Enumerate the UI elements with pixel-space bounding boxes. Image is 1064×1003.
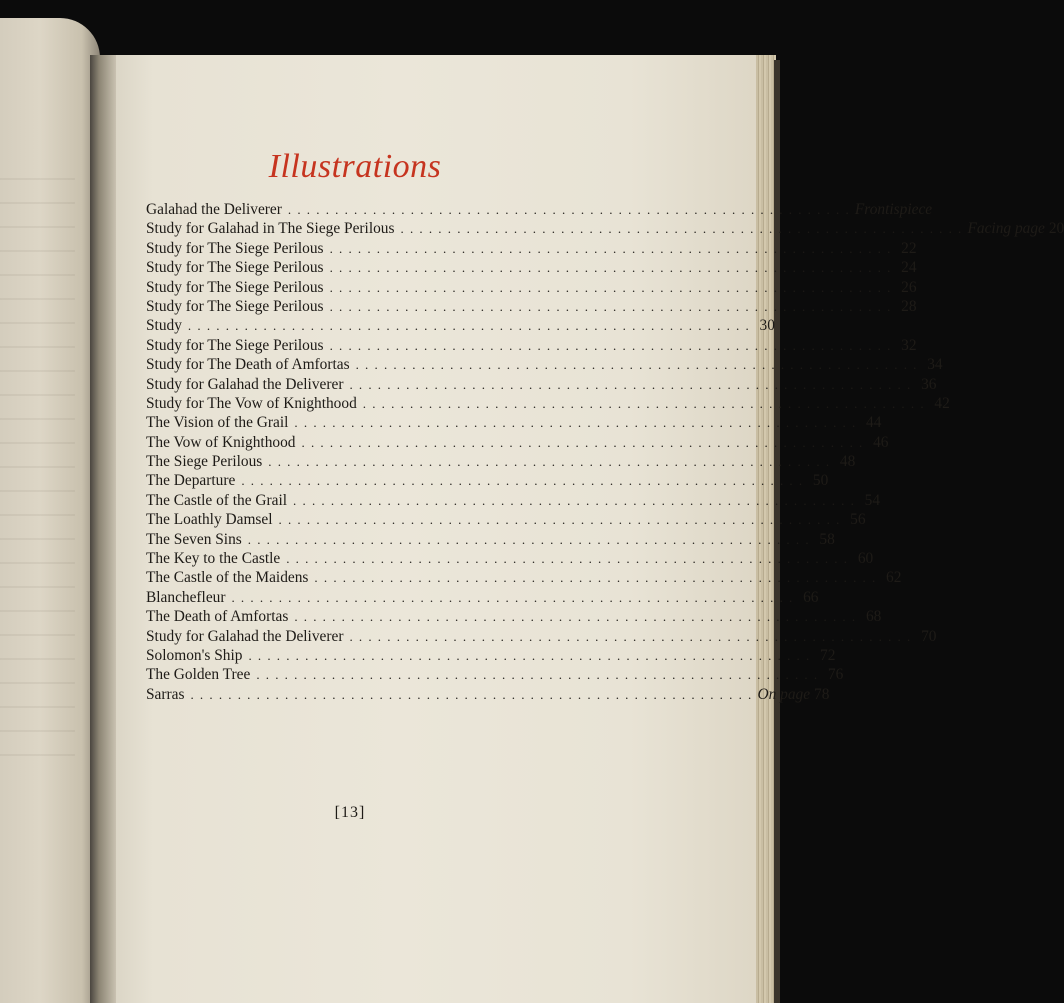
dot-leader: ............................................................	[187, 318, 755, 334]
entry-page	[869, 433, 889, 452]
page-title: Illustrations	[268, 148, 442, 185]
list-item	[146, 588, 819, 607]
page-number-value: 56	[850, 511, 866, 529]
dot-leader: ............................................................	[400, 221, 968, 237]
entry-page	[861, 607, 881, 626]
page-number-value: 22	[901, 239, 917, 257]
dot-leader: ............................................................	[314, 570, 882, 586]
list-item	[146, 355, 943, 374]
entry-title: The Siege Perilous	[146, 453, 263, 471]
entry-page	[755, 316, 775, 335]
page-number-value: 34	[927, 356, 943, 374]
entry-title: The Departure	[146, 472, 236, 490]
page-reference-prefix: On page	[757, 685, 811, 703]
page-number-value: Frontispiece	[854, 201, 933, 218]
list-item	[146, 607, 882, 626]
page-number-value: 60	[857, 550, 874, 568]
list-item	[146, 200, 933, 219]
entry-title: Study for Galahad the Deliverer	[146, 375, 344, 393]
page-number-value: 20	[1048, 220, 1064, 238]
entry-title: Study for The Siege Perilous	[146, 336, 324, 354]
page-number-value: 36	[921, 375, 937, 393]
entry-title: Study for The Vow of Knighthood	[146, 394, 357, 412]
page-number-value: 24	[901, 259, 917, 277]
entry-title: Study for The Siege Perilous	[146, 259, 324, 277]
dot-leader: ............................................................	[349, 628, 917, 644]
entry-page	[897, 297, 917, 316]
dot-leader: ............................................................	[329, 260, 897, 276]
page-number-value: 50	[812, 472, 829, 490]
dot-leader: ............................................................	[294, 415, 862, 431]
entry-page	[861, 413, 881, 432]
page-number-value: 42	[934, 394, 950, 412]
dot-leader: ............................................................	[268, 454, 836, 470]
page-number-value: 54	[864, 491, 881, 509]
list-item	[146, 471, 829, 490]
entry-title: The Vow of Knighthood	[146, 433, 296, 451]
page-number-value: 66	[803, 588, 819, 606]
entry-title: Study for The Siege Perilous	[146, 278, 324, 296]
page-number-value: 32	[901, 336, 917, 354]
list-item	[146, 510, 866, 529]
list-item	[146, 297, 917, 316]
page-number-value: 30	[759, 317, 775, 335]
dot-leader: ............................................................	[301, 434, 869, 450]
dot-leader: ............................................................	[349, 376, 917, 392]
entry-page	[968, 219, 1064, 238]
dot-leader: ............................................................	[241, 473, 809, 489]
list-item	[146, 530, 835, 549]
entry-page	[881, 568, 901, 587]
dot-leader: ............................................................	[355, 357, 923, 373]
entry-page	[815, 530, 835, 549]
list-item	[146, 375, 937, 394]
entry-page	[846, 510, 866, 529]
list-item	[146, 549, 874, 568]
page-number-value: 72	[820, 646, 836, 664]
list-item	[146, 685, 830, 704]
dot-leader: ............................................................	[278, 512, 846, 528]
entry-page	[923, 355, 943, 374]
dot-leader: ............................................................	[248, 647, 816, 663]
list-item	[146, 491, 881, 510]
list-item	[146, 568, 902, 587]
list-item	[146, 413, 882, 432]
entry-page	[916, 627, 936, 646]
dot-leader: ............................................................	[256, 667, 824, 683]
dot-leader: ............................................................	[294, 609, 862, 625]
entry-title: Study for The Siege Perilous	[146, 297, 324, 315]
page-reference-prefix: Facing page	[967, 220, 1045, 238]
page-number-value: 78	[814, 685, 830, 703]
entry-title: The Key to the Castle	[146, 550, 281, 568]
entry-title: Galahad the Deliverer	[146, 201, 282, 218]
dot-leader: ............................................................	[329, 337, 897, 353]
dot-leader: ............................................................	[231, 589, 799, 605]
entry-title: The Death of Amfortas	[146, 608, 289, 626]
dot-leader: ............................................................	[190, 686, 758, 702]
entry-page	[823, 665, 843, 684]
left-page	[0, 18, 100, 1003]
dot-leader: ............................................................	[286, 551, 854, 567]
list-item	[146, 336, 917, 355]
entry-page	[815, 646, 835, 665]
page-number-value: 44	[866, 414, 882, 432]
list-item	[146, 646, 836, 665]
entry-page	[835, 452, 855, 471]
illustrations-list	[146, 200, 1064, 704]
entry-page	[897, 239, 917, 258]
entry-title: The Castle of the Grail	[146, 491, 288, 509]
entry-title: The Loathly Damsel	[146, 511, 273, 529]
list-item	[146, 665, 844, 684]
entry-title: Study for The Siege Perilous	[146, 239, 324, 257]
list-item	[146, 219, 1064, 238]
list-item	[146, 433, 889, 452]
list-item	[146, 239, 917, 258]
entry-page	[897, 278, 917, 297]
list-item	[146, 258, 917, 277]
page-number-value: 62	[886, 569, 902, 587]
page-number-value: 46	[873, 433, 889, 451]
list-item	[146, 627, 937, 646]
entry-title: Study for Galahad in The Siege Perilous	[146, 220, 395, 238]
dot-leader: ............................................................	[287, 202, 855, 217]
entry-title: Sarras	[146, 685, 185, 703]
dot-leader: ............................................................	[329, 240, 897, 256]
dot-leader: ............................................................	[293, 492, 861, 508]
page-number-value: 70	[921, 627, 937, 645]
entry-page	[855, 200, 932, 219]
entry-title: The Castle of the Maidens	[146, 569, 309, 587]
page-number-value: 68	[865, 608, 882, 626]
entry-page	[897, 258, 917, 277]
list-item	[146, 278, 917, 297]
entry-page	[853, 549, 873, 568]
page-number-value: 26	[901, 278, 917, 296]
entry-title: Blanchefleur	[146, 588, 226, 606]
list-item	[146, 452, 856, 471]
entry-title: Study for Galahad the Deliverer	[146, 627, 344, 645]
dot-leader: ............................................................	[247, 531, 815, 547]
entry-page	[860, 491, 880, 510]
left-page-bleed-through	[0, 178, 75, 778]
page-number: [13]	[334, 804, 366, 821]
entry-title: The Vision of the Grail	[146, 414, 289, 432]
entry-title: The Golden Tree	[146, 666, 251, 684]
dot-leader: ............................................................	[362, 395, 930, 411]
entry-page	[897, 336, 917, 355]
entry-title: Study for The Death of Amfortas	[146, 356, 350, 374]
entry-page	[757, 685, 829, 704]
page-number-value: 76	[827, 666, 844, 684]
entry-title: Solomon's Ship	[146, 646, 243, 664]
page-number-value: 48	[839, 453, 856, 471]
page-number-value: 28	[901, 297, 917, 315]
gutter-shadow	[90, 55, 116, 1003]
dot-leader: ............................................................	[329, 298, 897, 314]
list-item	[146, 394, 950, 413]
list-item	[146, 316, 775, 335]
entry-page	[808, 471, 828, 490]
page-number-value: 58	[819, 530, 835, 548]
entry-page	[798, 588, 818, 607]
entry-page	[930, 394, 950, 413]
entry-page	[916, 375, 936, 394]
entry-title: The Seven Sins	[146, 530, 242, 548]
entry-title: Study	[146, 317, 182, 335]
dot-leader: ............................................................	[329, 279, 897, 295]
